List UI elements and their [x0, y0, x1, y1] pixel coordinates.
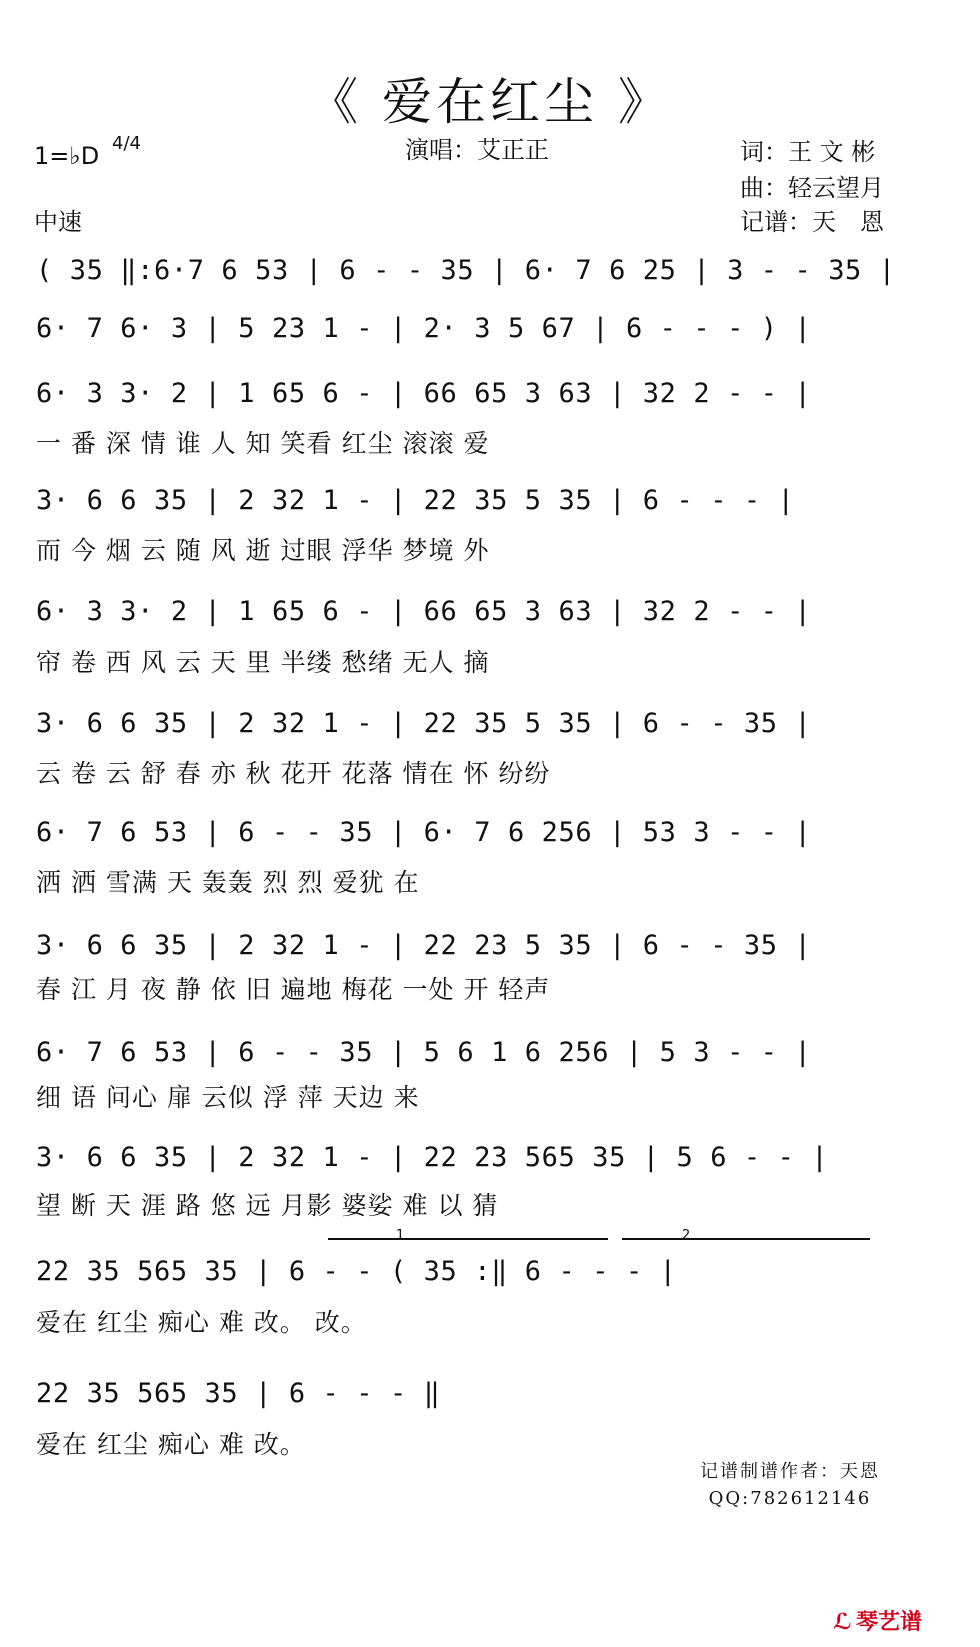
lyric-line-12: 爱在 红尘 痴心 难 改。: [36, 1430, 306, 1459]
transcriber-contact: 记谱制谱作者：天恩 QQ:782612146: [700, 1461, 880, 1509]
lyric-line-11: 爱在 红尘 痴心 难 改。 改。: [36, 1308, 367, 1337]
lyric-line-4: 而 今 烟 云 随 风 逝 过眼 浮华 梦境 外: [36, 536, 490, 565]
transcriber-credit: 记谱：天 恩: [740, 208, 884, 236]
score-line-8: 3· 6 6 35 | 2 32 1 - | 22 23 5 35 | 6 - - 35 |: [36, 930, 812, 961]
lyric-line-6: 云 卷 云 舒 春 亦 秋 花开 花落 情在 怀 纷纷: [36, 759, 551, 788]
score-line-2: 6· 7 6· 3 | 5 23 1 - | 2· 3 5 67 | 6 - - - ) |: [36, 313, 812, 344]
song-title: 《 爱在红尘 》: [308, 73, 672, 131]
lyric-line-9: 细 语 问心 扉 云似 浮 萍 天边 来: [36, 1083, 420, 1112]
logo-mark-icon: ℒ: [833, 1610, 852, 1635]
key-signature: 1=♭D: [34, 142, 100, 170]
score-line-9: 6· 7 6 53 | 6 - - 35 | 5 6 1 6 256 | 5 3 - - |: [36, 1037, 812, 1068]
first-ending-number: 1: [396, 1228, 405, 1243]
score-line-1: ( 35 ‖:6·7 6 53 | 6 - - 35 | 6· 7 6 25 | 3 - - 35 |: [36, 255, 896, 286]
second-ending-bracket: [622, 1238, 870, 1240]
score-line-11: 22 35 565 35 | 6 - - ( 35 :‖ 6 - - - |: [36, 1256, 677, 1287]
score-line-4: 3· 6 6 35 | 2 32 1 - | 22 35 5 35 | 6 - - - |: [36, 485, 795, 516]
score-line-12: 22 35 565 35 | 6 - - - ‖: [36, 1378, 441, 1409]
time-signature: 4/4: [112, 133, 141, 154]
lyric-line-10: 望 断 天 涯 路 悠 远 月影 婆娑 难 以 猜: [36, 1191, 499, 1220]
lyricist-credit: 词：王 文 彬: [740, 138, 876, 166]
lyric-line-7: 洒 洒 雪满 天 轰轰 烈 烈 爱犹 在: [36, 868, 420, 897]
score-line-3: 6· 3 3· 2 | 1 65 6 - | 66 65 3 63 | 32 2 - - |: [36, 378, 812, 409]
second-ending-number: 2: [682, 1228, 691, 1243]
lyric-line-8: 春 江 月 夜 静 依 旧 遍地 梅花 一处 开 轻声: [36, 975, 551, 1004]
site-logo: ℒ 琴艺谱: [833, 1610, 922, 1635]
lyric-line-3: 一 番 深 情 谁 人 知 笑看 红尘 滚滚 爱: [36, 429, 490, 458]
singer-credit: 演唱：艾正正: [405, 136, 549, 164]
score-line-10: 3· 6 6 35 | 2 32 1 - | 22 23 565 35 | 5 6 - - |: [36, 1142, 829, 1173]
score-line-7: 6· 7 6 53 | 6 - - 35 | 6· 7 6 256 | 53 3 - - |: [36, 817, 812, 848]
lyric-line-5: 帘 卷 西 风 云 天 里 半缕 愁绪 无人 摘: [36, 648, 490, 677]
first-ending-bracket: [328, 1238, 608, 1240]
tempo-marking: 中速: [34, 208, 82, 236]
score-line-6: 3· 6 6 35 | 2 32 1 - | 22 35 5 35 | 6 - - 35 |: [36, 708, 812, 739]
score-line-5: 6· 3 3· 2 | 1 65 6 - | 66 65 3 63 | 32 2 - - |: [36, 596, 812, 627]
composer-credit: 曲：轻云望月: [740, 174, 884, 202]
